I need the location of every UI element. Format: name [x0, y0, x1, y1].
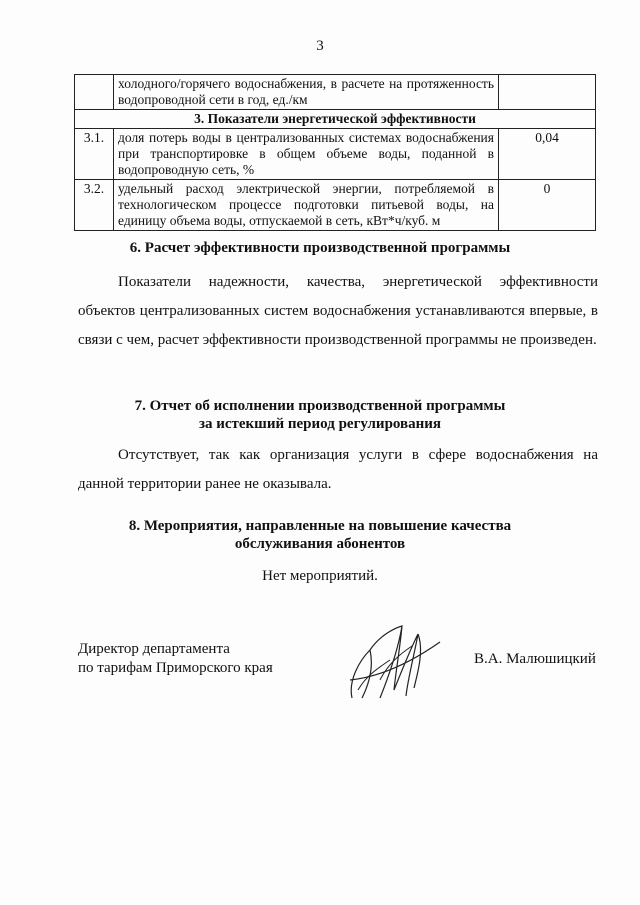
section-8-title-line1: 8. Мероприятия, направленные на повышение качества: [128, 518, 512, 534]
indicators-table: [74, 74, 596, 231]
row-value: 0: [499, 180, 596, 231]
section-8-title-line2: обслуживания абонентов: [234, 536, 406, 552]
row-value: 0,04: [499, 129, 596, 180]
section-header: 3. Показатели энергетической эффективности: [75, 110, 596, 129]
signatory-title-line2: по тарифам Приморского края: [78, 660, 273, 676]
section-6-text: Показатели надежности, качества, энергетической эффективности объектов централизованных систем водоснабжения устанавливаются впервые, в связи с чем, расчет эффективности производственной программы не произведен.: [78, 274, 598, 348]
signatory-name: В.А. Малюшицкий: [474, 651, 596, 667]
section-7-text: Отсутствует, так как организация услуги в сфере водоснабжения на данной территории ранее не оказывала.: [78, 447, 598, 492]
signatory-title: [78, 640, 273, 678]
signatory-title-line1: Директор департамента: [78, 641, 230, 657]
row-number: 3.2.: [75, 180, 114, 231]
row-description: доля потерь воды в централизованных системах водоснабжения при транспортировке в общем объеме воды, поданной в водопроводную сеть, %: [114, 129, 499, 180]
table-row: [75, 180, 596, 231]
row-number: 3.1.: [75, 129, 114, 180]
section-7-title-line2: за истекший период регулирования: [198, 416, 442, 432]
row-description: холодного/горячего водоснабжения, в расчете на протяженность водопроводной сети в год, ед./км: [114, 75, 499, 110]
table-row: [75, 75, 596, 110]
row-number: [75, 75, 114, 110]
handwritten-signature-icon: [340, 620, 450, 705]
page-number: 3: [316, 38, 324, 54]
row-value: [499, 75, 596, 110]
row-description: удельный расход электрической энергии, потребляемой в технологическом процессе подготовки питьевой воды, на единицу объема воды, отпускаемой в сеть, кВт*ч/куб. м: [114, 180, 499, 231]
table-row: [75, 129, 596, 180]
table-section-row: [75, 110, 596, 129]
section-6-title: 6. Расчет эффективности производственной программы: [129, 240, 511, 256]
section-7-title-line1: 7. Отчет об исполнении производственной программы: [134, 398, 506, 414]
section-8-text: Нет мероприятий.: [262, 568, 378, 584]
